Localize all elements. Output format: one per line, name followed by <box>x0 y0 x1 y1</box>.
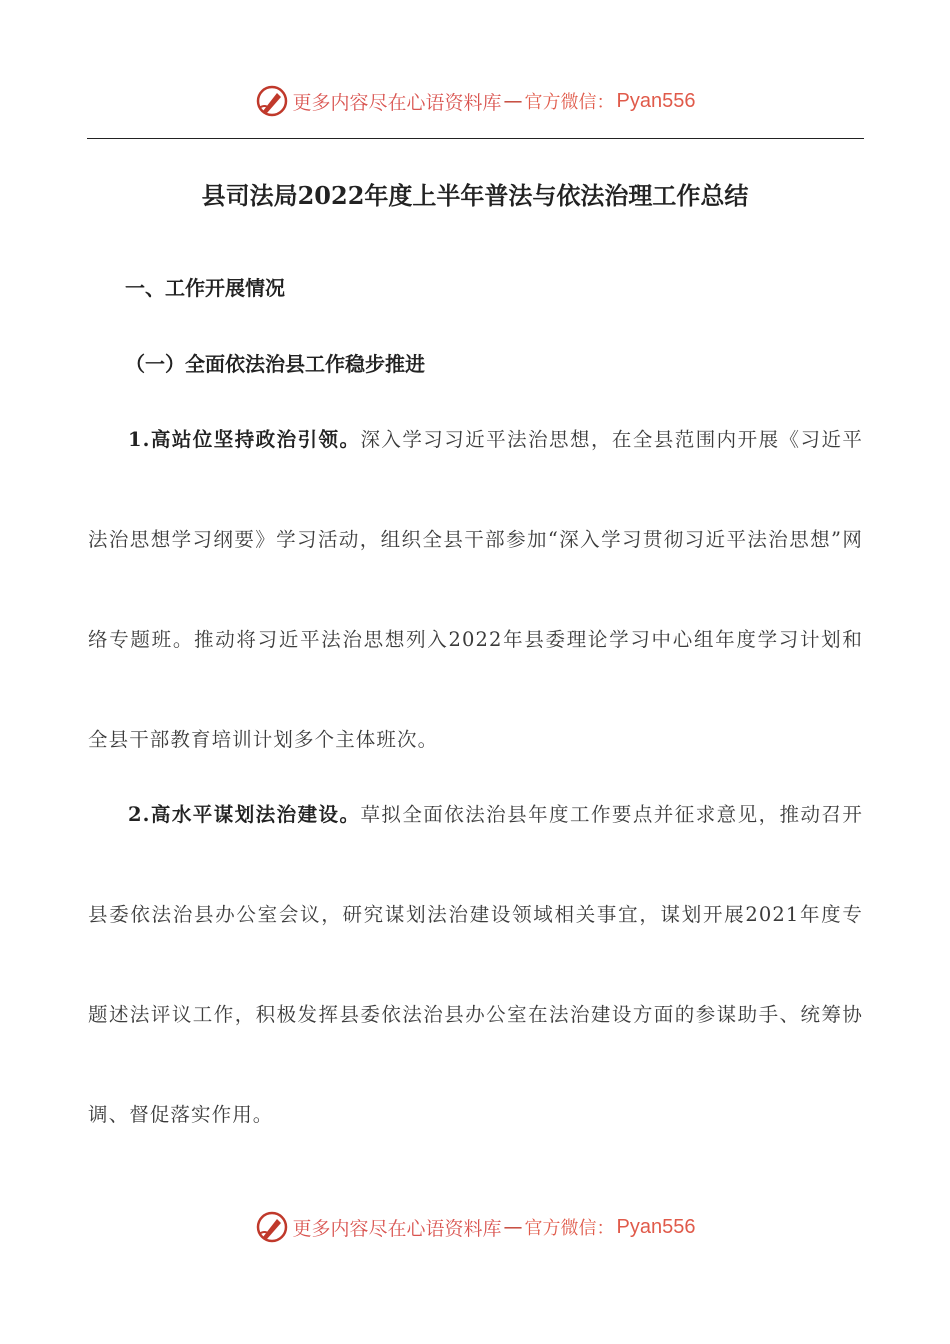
paragraph-2 <box>88 765 863 1165</box>
pen-nib-logo-icon <box>255 1210 289 1244</box>
paragraph-1 <box>88 390 863 790</box>
subsection-heading: （一）全面依法治县工作稳步推进 <box>125 352 425 376</box>
document-title: 县司法局2022年度上半年普法与依法治理工作总结 <box>201 181 749 210</box>
section-heading: 一、工作开展情况 <box>125 276 285 300</box>
footer-banner-text: 更多内容尽在心语资料库 <box>292 1217 502 1240</box>
paragraph-2-body: 草拟全面依法治县年度工作要点并征求意见，推动召开县委依法治县办公室会议，研究谋划法治建设领域相关事宜，谋划开展2021年度专题述法评议工作，积极发挥县委依法治县办公室在法治建设方面的参谋助手、统筹协调、督促落实作用。 <box>88 803 863 1126</box>
footer-banner-wechat-label: 官方微信： <box>524 1218 615 1239</box>
footer-banner <box>0 1210 950 1244</box>
footer-banner-wechat-id: Pyan556 <box>616 1215 696 1238</box>
banner-text: 更多内容尽在心语资料库 <box>292 91 502 114</box>
footer-banner-separator: — <box>503 1216 523 1238</box>
pen-nib-logo-icon <box>255 84 289 118</box>
header-banner <box>0 84 950 118</box>
header-divider <box>87 138 864 139</box>
banner-wechat-id: Pyan556 <box>616 89 696 112</box>
paragraph-1-body: 深入学习习近平法治思想，在全县范围内开展《习近平法治思想学习纲要》学习活动，组织全县干部参加“深入学习贯彻习近平法治思想”网络专题班。推动将习近平法治思想列入2022年县委理论学习中心组年度学习计划和全县干部教育培训计划多个主体班次。 <box>88 428 863 751</box>
paragraph-2-lead: 2.高水平谋划法治建设。 <box>127 803 361 826</box>
banner-separator: — <box>503 90 523 112</box>
banner-wechat-label: 官方微信： <box>524 92 615 113</box>
paragraph-1-lead: 1.高站位坚持政治引领。 <box>127 428 361 451</box>
